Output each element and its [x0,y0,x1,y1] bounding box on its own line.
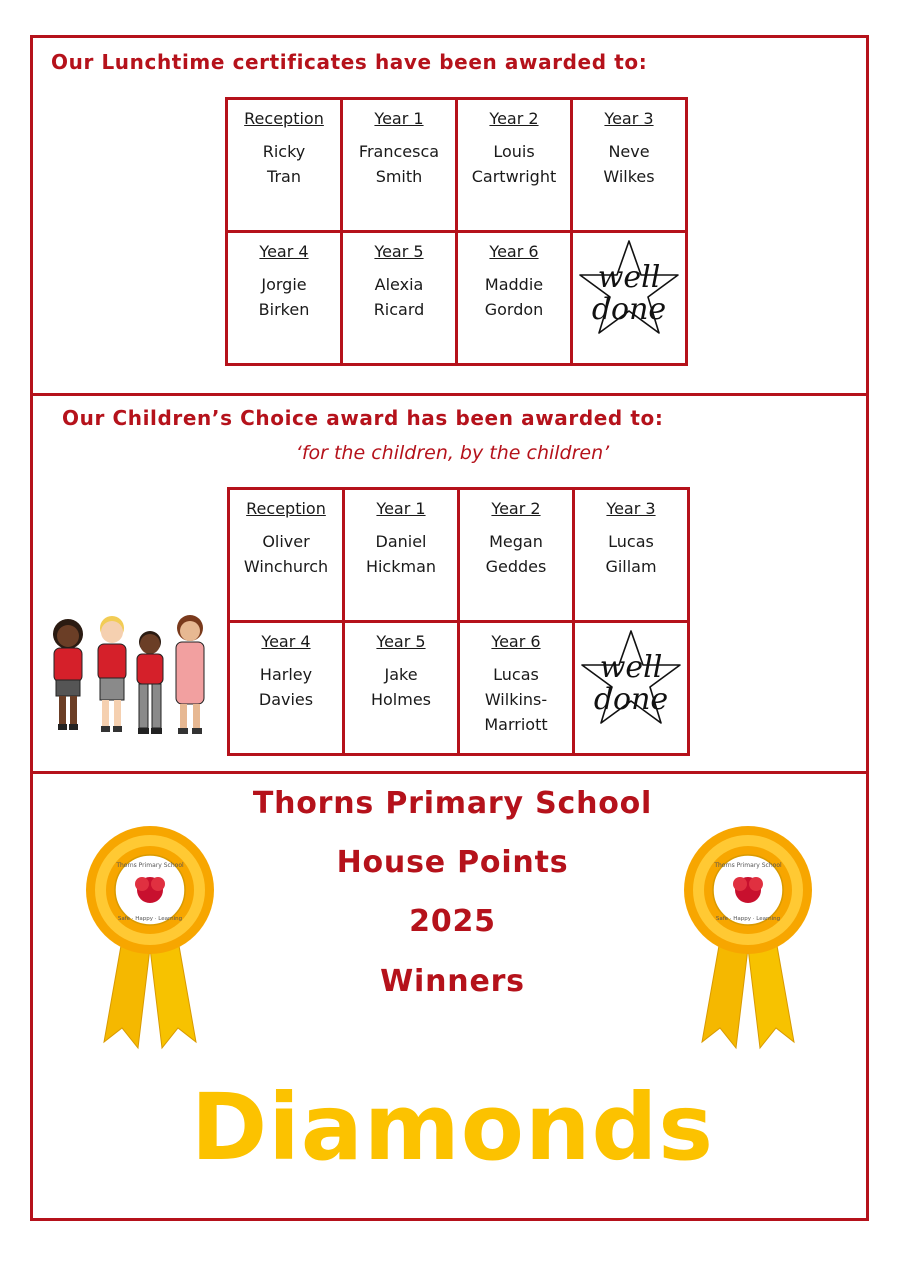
pupil-first-name: Alexia [374,275,424,294]
rosette-motto-text: Safe · Happy · Learning [117,916,183,922]
pupil-first-name: Daniel [375,532,427,551]
pupil-first-name: Oliver [262,532,310,551]
pupil-first-name: Harley [259,665,313,684]
rosette-motto-text: Safe · Happy · Learning [715,916,781,922]
pupil-last-name: Davies [258,690,314,709]
pupil-last-name: Gillam [605,557,657,576]
award-cell [344,622,459,755]
pupil-first-name: Louis [493,142,535,161]
award-cell [572,99,687,232]
pupil-first-name: Francesca [358,142,440,161]
rosette-right-icon [680,822,816,1062]
pupil-first-name: Megan [489,532,543,551]
section-divider [30,393,869,396]
well-done-text-line2: done [591,292,667,327]
year-label: Year 4 [259,242,309,261]
pupil-last-name: Holmes [370,690,432,709]
childrens-choice-tagline: ‘for the children, by the children’ [295,442,610,464]
year-label: Year 1 [374,109,424,128]
well-done-cell [574,622,689,755]
table-row [227,99,687,232]
table-row [227,232,687,365]
award-cell [342,232,457,365]
year-label: Year 2 [489,109,539,128]
house-points-year: 2025 [409,904,496,939]
lunchtime-heading: Our Lunchtime certificates have been awarded to: [51,50,648,74]
well-done-cell [572,232,687,365]
pupil-last-name: Geddes [485,557,547,576]
pupil-last-name: Tran [267,167,301,186]
award-cell [459,622,574,755]
award-cell [457,99,572,232]
year-label: Year 3 [606,499,656,518]
year-label: Reception [246,499,326,518]
pupil-last-name: Cartwright [471,167,557,186]
well-done-text-line1: well [599,650,663,685]
award-cell [344,489,459,622]
year-label: Reception [244,109,324,128]
table-row [229,622,689,755]
pupil-last-name: Wilkes [603,167,655,186]
pupil-last-name: Wilkins- [484,690,548,709]
table-row [229,489,689,622]
year-label: Year 6 [491,632,541,651]
award-cell [229,622,344,755]
childrens-choice-awards-table [227,487,690,756]
year-label: Year 4 [261,632,311,651]
pupil-last-name: Hickman [365,557,437,576]
well-done-star-icon [577,237,681,347]
award-cell [459,489,574,622]
pupil-first-name: Lucas [608,532,654,551]
school-name: Thorns Primary School [252,786,653,821]
house-points-title: House Points [336,845,569,880]
year-label: Year 1 [376,499,426,518]
well-done-star-icon [579,627,683,737]
pupil-first-name: Ricky [262,142,306,161]
award-cell [227,99,342,232]
winners-label: Winners [380,964,525,999]
year-label: Year 5 [376,632,426,651]
pupil-last-name: Smith [375,167,423,186]
award-cell [457,232,572,365]
award-cell [227,232,342,365]
pupil-first-name: Jake [384,665,418,684]
pupil-last-name: Birken [258,300,310,319]
year-label: Year 6 [489,242,539,261]
pupil-last-name: Winchurch [243,557,329,576]
award-cell [342,99,457,232]
pupil-first-name: Maddie [484,275,544,294]
children-illustration-icon [44,612,220,744]
well-done-text-line2: done [593,682,669,717]
rosette-school-text: Thorns Primary School [714,862,782,869]
pupil-first-name: Lucas [493,665,539,684]
section-divider [30,771,869,774]
winning-house-name: Diamonds [190,1074,715,1181]
pupil-last-name: Ricard [373,300,425,319]
rosette-left-icon [82,822,218,1062]
pupil-last-name-continued: Marriott [484,715,548,734]
well-done-text-line1: well [597,260,661,295]
year-label: Year 2 [491,499,541,518]
pupil-last-name: Gordon [484,300,544,319]
award-cell [229,489,344,622]
rosette-school-text: Thorns Primary School [116,862,184,869]
childrens-choice-heading: Our Children’s Choice award has been awarded to: [62,406,664,430]
pupil-first-name: Neve [608,142,650,161]
pupil-first-name: Jorgie [261,275,307,294]
year-label: Year 5 [374,242,424,261]
award-cell [574,489,689,622]
year-label: Year 3 [604,109,654,128]
lunchtime-awards-table [225,97,688,366]
